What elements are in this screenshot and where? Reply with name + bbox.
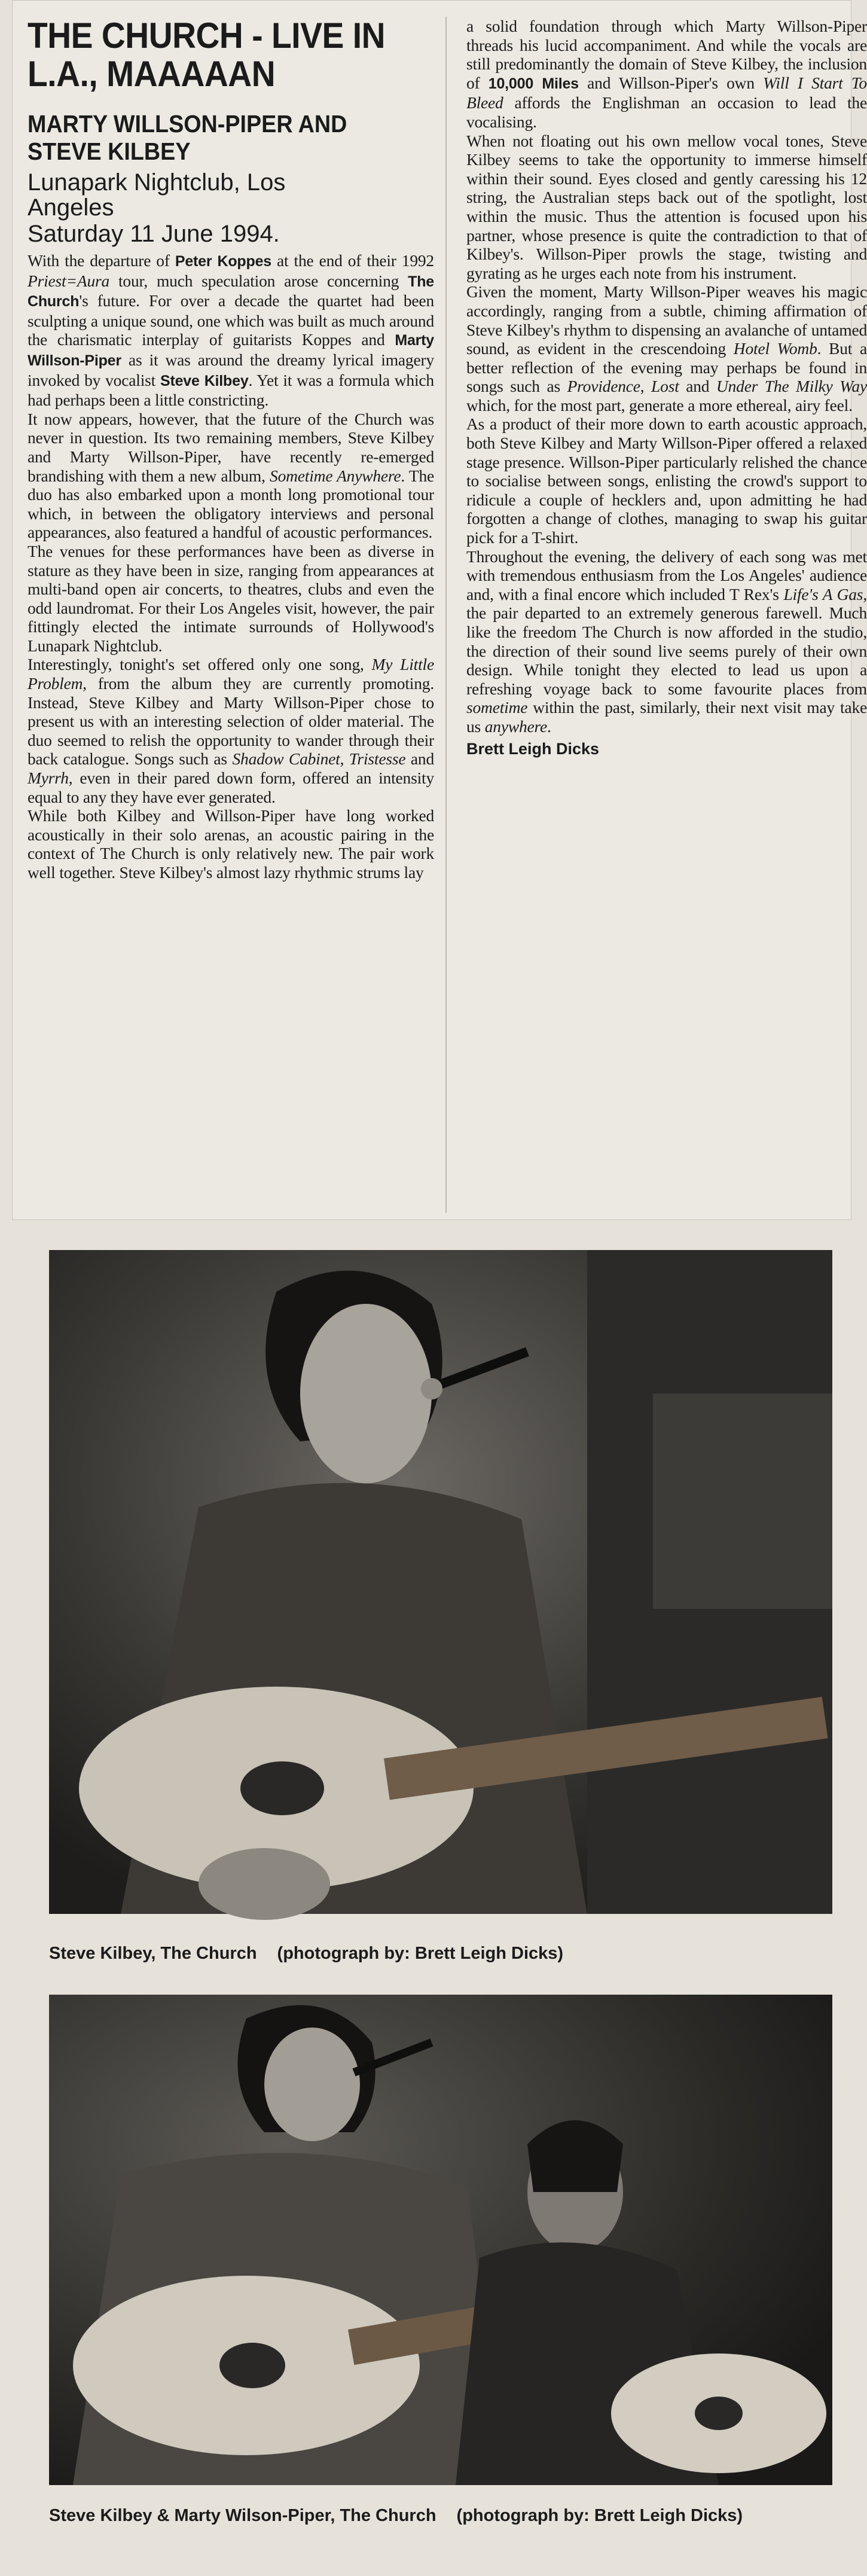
venue-line-2: Angeles [28,194,114,221]
photo-2-credit: (photograph by: Brett Leigh Dicks) [456,2506,743,2525]
body-text-left: With the departure of Peter Koppes at the end of their 1992 Priest=Aura tour, much speculation arose concerning The Church's future. For over a decade the quartet had been sculpting a unique sound, one which was built as much around the charismatic interplay of guitarists Koppes and Marty Willson-Piper as it was around the dreamy lyrical imagery invoked by vocalist Steve Kilbey. Yet it was a formula which had perhaps been a little constricting. It now appears, however, that the future of the Church was never in question. Its two remaining members, Steve Kilbey and Marty Willson-Piper, have recently re-emerged brandishing with them a new album, Sometime Anywhere. The duo has also embarked upon a month long promotional tour which, in between the obligatory interviews and personal appearances, also featured a handful of acoustic performances. The venues for these performances have been as diverse in stature as they have been in size, ranging from appearances at multi-band open air concerts, to theatres, clubs and even the odd laundromat. For their Los Angeles visit, however, the pair fittingly elected the intimate surrounds of Hollywood's Lunapark Nightclub. Interestingly, tonight's set offered only one song, My Little Problem, from the album they are currently promoting. Instead, Steve Kilbey and Marty Willson-Piper chose to present us with an interesting selection of older material. The duo seemed to relish the opportunity to wander through their back catalogue. Songs such as Shadow Cabinet, Tristesse and Myrrh, even in their pared down form, offered an intensity equal to any they have ever generated. While both Kilbey and Willson-Piper have long worked acoustically in their solo arenas, an acoustic pairing in the context of The Church is only relatively new. The pair work well together. Steve Kilbey's almost lazy rhythmic strums lay [28,251,435,882]
photo-1-caption-text: Steve Kilbey, The Church [49,1944,257,1963]
photo-kilbey-willson-piper [49,1995,832,2485]
venue [28,170,434,220]
photo-2-caption [49,2506,743,2526]
date: Saturday 11 June 1994. [28,221,280,247]
left-column [28,17,434,882]
photo-1-credit: (photograph by: Brett Leigh Dicks) [277,1944,564,1963]
byline [28,110,432,165]
photo-2-image [49,1995,832,2485]
right-column [466,17,867,758]
headline-line-1: THE CHURCH - LIVE IN [28,16,385,56]
photo-1-caption [49,1944,563,1964]
body-text-right: a solid foundation through which Marty Willson-Piper threads his lucid accompaniment. And while the vocals are still predominantly the domain of Steve Kilbey, the inclusion of 10,000 Miles and Willson-Piper's own Will I Start To Bleed affords the Englishman an occasion to lead the vocalising. When not floating out his own mellow vocal tones, Steve Kilbey seems to take the opportunity to immerse himself within their sound. Eyes closed and gently caressing his 12 string, the Australian steps back out of the spotlight, lost within the music. Thus the attention is focused upon his partner, whose presence is quite the contradiction to that of Kilbey's. Willson-Piper prowls the stage, twisting and gyrating as he urges each note from his instrument. Given the moment, Marty Willson-Piper weaves his magic accordingly, ranging from a subtle, chiming affirmation of Steve Kilbey's rhythm to dispensing an avalanche of untamed sound, as evident in the crescendoing Hotel Womb. But a better reflection of the evening may perhaps be found in songs such as Providence, Lost and Under The Milky Way which, for the most part, generate a more ethereal, airy feel. As a product of their more down to earth acoustic approach, both Steve Kilbey and Marty Willson-Piper offered a relaxed stage presence. Willson-Piper particularly relished the chance to socialise between songs, enlisting the crowd's support to ridicule a couple of hecklers and, upon admitting he had forgotten a change of clothes, managing to swap his guitar pick for a T-shirt. Throughout the evening, the delivery of each song was met with tremendous enthusiasm from the Los Angeles' audience and, with a final encore which included T Rex's Life's A Gas, the pair departed to an extremely generous farewell. Much like the freedom The Church is now afforded in the studio, the direction of their sound live seems purely of their own design. While tonight they elected to lead us upon a refreshing voyage back to some favourite places from sometime within the past, similarly, their next visit may take us anywhere. [466,17,867,736]
byline-line-2: STEVE KILBEY [28,138,191,165]
photo-2-caption-text: Steve Kilbey & Marty Wilson-Piper, The Church [49,2506,436,2525]
byline-line-1: MARTY WILLSON-PIPER AND [28,110,347,138]
photo-1-image [49,1250,832,1914]
newspaper-clipping [12,0,867,1220]
headline-line-2: L.A., MAAAAAN [28,54,276,94]
headline [28,17,432,93]
venue-line-1: Lunapark Nightclub, Los [28,169,286,196]
photo-steve-kilbey [49,1250,832,1914]
author-credit: Brett Leigh Dicks [466,739,600,758]
column-divider [445,17,447,1213]
